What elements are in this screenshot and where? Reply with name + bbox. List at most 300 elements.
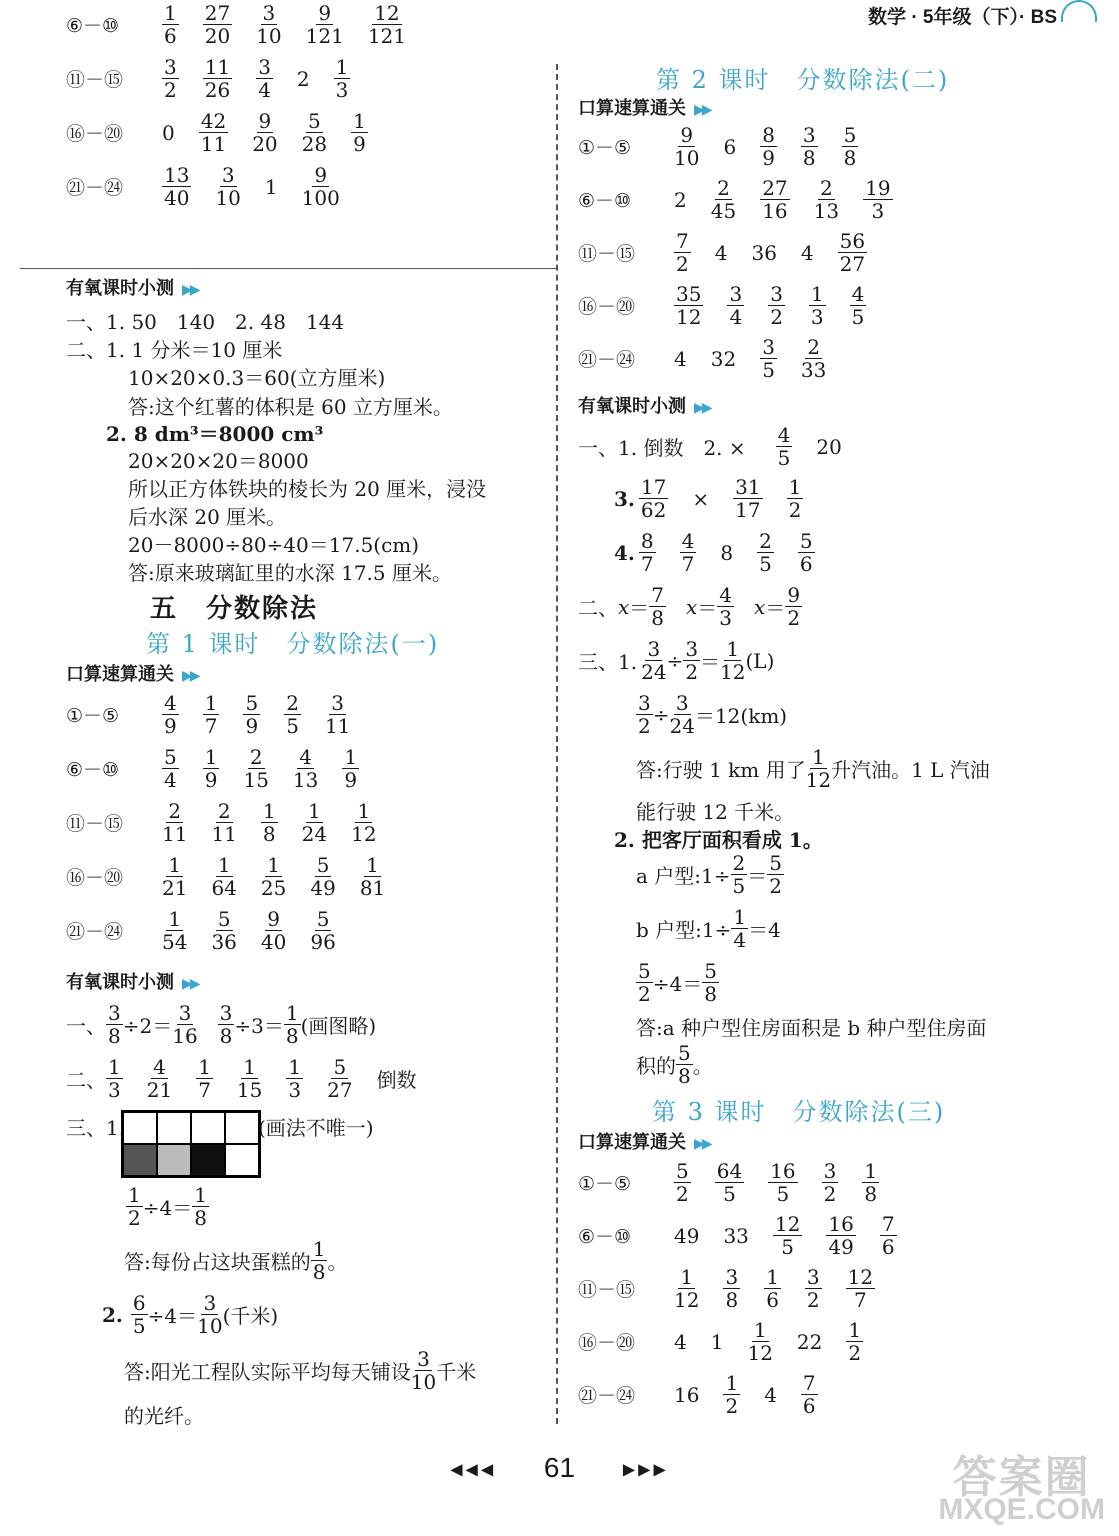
lesson-title: 第 1 课时 分数除法(一) — [146, 630, 440, 658]
answer-item — [768, 1160, 797, 1205]
fraction: $\frac{3}{4}$ — [258, 55, 271, 102]
answer-line: 一、1. 倒数 2. × $\frac{4}{5}$ 20 — [578, 423, 842, 470]
answer-value: 2 — [296, 66, 310, 91]
answer-line: 答:原来玻璃缸里的水深 17.5 厘米。 — [128, 561, 452, 585]
fraction: $\frac{3}{24}$ — [669, 691, 695, 738]
answer-item — [674, 1224, 699, 1248]
question-range-label: ⑯－⑳ — [578, 1332, 636, 1354]
answer-item — [297, 67, 310, 91]
fraction: $\frac{2}{11}$ — [162, 799, 188, 846]
section-title: 口算速算通关 ▶▶ — [578, 98, 710, 119]
answer-item — [711, 1330, 724, 1354]
fraction: $\frac{27}{20}$ — [204, 1, 231, 48]
answer-item — [805, 1266, 822, 1311]
fraction: $\frac{1}{6}$ — [766, 1265, 779, 1312]
question-range-label: ①－⑤ — [578, 137, 632, 159]
fraction: $\frac{1}{7}$ — [198, 1055, 211, 1102]
answer-row — [66, 164, 364, 209]
answer-value: 36 — [751, 240, 777, 265]
fraction: $\frac{9}{40}$ — [260, 907, 287, 954]
answer-line: 的光纤。 — [124, 1404, 204, 1428]
logo-icon — [1061, 0, 1097, 22]
arrow-icon: ▶▶ — [182, 668, 198, 684]
answer-item — [814, 177, 839, 222]
answer-item — [727, 283, 744, 328]
answer-row — [578, 1160, 903, 1205]
answer-item — [760, 177, 789, 222]
answer-row — [66, 854, 409, 899]
answer-item — [162, 56, 179, 101]
answer-item — [368, 2, 406, 47]
fraction: $\frac{1}{15}$ — [236, 1055, 263, 1102]
answer-line: 2. $\frac{6}{5}$ ÷4＝ $\frac{3}{10}$ (千米) — [102, 1291, 279, 1338]
answer-item — [674, 283, 703, 328]
fraction: $\frac{1}{4}$ — [733, 905, 747, 952]
answer-item — [342, 746, 359, 791]
answer-row — [578, 124, 882, 169]
answer-item — [302, 164, 340, 209]
question-range-label: ①－⑤ — [66, 705, 120, 727]
answer-item — [751, 241, 776, 265]
answer-item — [768, 283, 785, 328]
answer-item — [822, 1160, 839, 1205]
fraction: $\frac{1}{9}$ — [344, 745, 358, 792]
fraction: $\frac{4}{21}$ — [146, 1055, 173, 1102]
answer-item — [162, 800, 187, 845]
fraction: $\frac{7}{6}$ — [881, 1212, 895, 1259]
answer-item — [215, 164, 240, 209]
answer-item — [846, 1319, 863, 1364]
question-range-label: ㉑－㉔ — [66, 177, 124, 199]
answer-row — [66, 110, 392, 155]
answer-row — [66, 746, 383, 791]
answer-line: 答:这个红薯的体积是 60 立方厘米。 — [128, 395, 453, 419]
fraction: $\frac{5}{8}$ — [843, 123, 857, 170]
fraction: $\frac{1}{25}$ — [260, 853, 287, 900]
answer-line: 一、 $\frac{3}{8}$ ÷2＝ $\frac{3}{16}$ $\frac{3}{8}$ ÷3＝ $\frac{1}{8}$ (画图略) — [66, 1001, 377, 1048]
answer-item — [880, 1213, 897, 1258]
fraction: $\frac{35}{12}$ — [676, 282, 702, 329]
fraction: $\frac{3}{24}$ — [641, 637, 667, 684]
fraction: $\frac{5}{2}$ — [676, 1159, 689, 1206]
answer-item — [801, 124, 818, 169]
fraction: $\frac{2}{5}$ — [732, 851, 746, 898]
answer-item — [360, 854, 385, 899]
answer-item — [334, 56, 351, 101]
fraction: $\frac{1}{12}$ — [720, 637, 746, 684]
arrow-icon: ▶▶ — [694, 1136, 710, 1152]
fraction: $\frac{1}{3}$ — [108, 1055, 121, 1102]
answer-item — [842, 124, 859, 169]
answer-item — [863, 177, 892, 222]
answer-row — [578, 1213, 921, 1258]
answer-item — [261, 908, 286, 953]
answer-item — [293, 746, 318, 791]
answer-row — [578, 177, 917, 222]
fraction: $\frac{5}{28}$ — [301, 109, 328, 156]
answer-item — [846, 1266, 875, 1311]
fraction: $\frac{4}{5}$ — [851, 282, 865, 329]
fraction: $\frac{11}{26}$ — [204, 55, 231, 102]
answer-item — [162, 164, 191, 209]
fraction: $\frac{2}{33}$ — [800, 335, 827, 382]
answer-row — [66, 2, 430, 47]
fraction: $\frac{7}{2}$ — [676, 229, 689, 276]
answer-item — [715, 1160, 744, 1205]
fraction: $\frac{4}{9}$ — [164, 691, 177, 738]
answer-value: 49 — [674, 1223, 700, 1248]
column-divider — [556, 64, 558, 1424]
answer-line: 答:阳光工程队实际平均每天铺设 $\frac{3}{10}$ 千米 — [124, 1347, 477, 1394]
fraction: $\frac{5}{6}$ — [799, 529, 813, 576]
answer-item — [711, 347, 736, 371]
fraction: $\frac{5}{2}$ — [769, 851, 782, 898]
arrow-icon: ▶▶ — [694, 400, 710, 416]
question-range-label: ㉑－㉔ — [578, 349, 636, 371]
fraction: $\frac{3}{16}$ — [172, 1001, 198, 1048]
fraction: $\frac{1}{24}$ — [301, 799, 328, 846]
answer-item — [203, 746, 220, 791]
fraction: $\frac{1}{8}$ — [262, 799, 276, 846]
fraction: $\frac{3}{10}$ — [410, 1347, 437, 1394]
answer-value: 22 — [796, 1329, 823, 1354]
answer-item — [711, 177, 736, 222]
fraction: $\frac{5}{27}$ — [327, 1055, 353, 1102]
answer-row — [66, 56, 374, 101]
fraction: $\frac{1}{12}$ — [747, 1318, 773, 1365]
answer-row — [578, 283, 890, 328]
answer-row — [66, 908, 360, 953]
answer-line: 所以正方体铁块的棱长为 20 厘米，浸没 — [128, 477, 487, 501]
question-range-label: ⑪－⑮ — [578, 1279, 636, 1301]
lesson-title: 第 2 课时 分数除法(二) — [656, 66, 950, 94]
answer-line: $\frac{1}{2}$ ÷4＝ $\frac{1}{8}$ — [128, 1183, 207, 1230]
answer-item — [252, 110, 277, 155]
answer-value: 4 — [714, 240, 728, 265]
fraction: $\frac{1}{9}$ — [204, 745, 218, 792]
section-title: 有氧课时小测 ▶▶ — [66, 972, 198, 993]
fraction: $\frac{3}{10}$ — [256, 1, 282, 48]
answer-item — [261, 854, 286, 899]
answer-value: 4 — [764, 1382, 777, 1407]
fraction: $\frac{1}{2}$ — [848, 1318, 862, 1365]
arrow-icon: ▶▶ — [182, 976, 198, 992]
answer-row — [66, 800, 401, 845]
fraction: $\frac{3}{2}$ — [685, 637, 699, 684]
answer-row — [66, 692, 374, 737]
lesson-title: 第 3 课时 分数除法(三) — [652, 1098, 946, 1126]
answer-item — [211, 854, 236, 899]
answer-value: 4 — [674, 1329, 687, 1354]
fraction: $\frac{12}{121}$ — [367, 1, 407, 48]
answer-item — [302, 110, 327, 155]
fraction: $\frac{2}{15}$ — [243, 745, 269, 792]
section-title: 有氧课时小测 ▶▶ — [66, 278, 198, 299]
answer-line: a 户型:1÷ $\frac{2}{5}$ ＝ $\frac{5}{2}$ — [636, 851, 782, 898]
answer-item — [162, 908, 187, 953]
answer-item — [306, 2, 344, 47]
answer-item — [826, 1213, 855, 1258]
fraction: $\frac{3}{8}$ — [802, 123, 816, 170]
fraction: $\frac{2}{11}$ — [211, 799, 237, 846]
fraction: $\frac{3}{10}$ — [197, 1291, 223, 1338]
answer-row — [578, 336, 850, 381]
question-range-label: ⑥－⑩ — [66, 15, 120, 37]
answer-value: 2 — [674, 187, 687, 212]
next-page-icon[interactable]: ▶▶▶ — [622, 1461, 669, 1479]
answer-line: 积的 $\frac{5}{8}$ 。 — [636, 1041, 713, 1088]
answer-item — [723, 135, 736, 159]
question-range-label: ⑯－⑳ — [578, 296, 636, 318]
fraction: $\frac{1}{2}$ — [725, 1371, 739, 1418]
fraction: $\frac{3}{4}$ — [729, 282, 743, 329]
fraction: $\frac{8}{9}$ — [762, 123, 775, 170]
fraction: $\frac{64}{5}$ — [716, 1159, 743, 1206]
fraction: $\frac{3}{10}$ — [215, 163, 241, 210]
answer-value: 1 — [264, 174, 278, 199]
answer-item — [862, 1160, 879, 1205]
fraction: $\frac{1}{3}$ — [335, 55, 349, 102]
question-range-label: ⑪－⑮ — [66, 813, 124, 835]
answer-line: 答:行驶 1 km 用了 $\frac{1}{12}$ 升汽油。1 L 汽油 — [636, 745, 990, 792]
answer-item — [674, 188, 687, 212]
answer-item — [162, 692, 179, 737]
answer-item — [162, 854, 187, 899]
answer-line: 20×20×20＝8000 — [128, 449, 309, 473]
fraction: $\frac{9}{121}$ — [305, 1, 344, 48]
answer-item — [211, 908, 236, 953]
answer-item — [674, 347, 687, 371]
answer-line: 能行驶 12 千米。 — [636, 800, 795, 824]
unit-title: 五 分数除法 — [150, 594, 319, 624]
answer-item — [674, 1330, 687, 1354]
answer-item — [203, 56, 232, 101]
arrow-icon: ▶▶ — [694, 102, 710, 118]
answer-item — [715, 241, 728, 265]
answer-item — [723, 1372, 740, 1417]
answer-line: $\frac{3}{2}$ ÷ $\frac{3}{24}$ ＝12(km) — [638, 691, 788, 738]
fraction: $\frac{1}{12}$ — [351, 799, 377, 846]
answer-item — [243, 692, 260, 737]
answer-item — [797, 1330, 822, 1354]
fraction: $\frac{3}{8}$ — [219, 1001, 233, 1048]
fraction: $\frac{5}{36}$ — [211, 907, 237, 954]
question-range-label: ⑯－⑳ — [66, 867, 124, 889]
answer-item — [764, 1383, 777, 1407]
answer-item — [310, 854, 335, 899]
fraction: $\frac{9}{10}$ — [674, 123, 700, 170]
fraction: $\frac{1}{81}$ — [359, 853, 386, 900]
answer-item — [162, 121, 175, 145]
section-title: 口算速算通关 ▶▶ — [66, 664, 198, 685]
answer-item — [211, 800, 236, 845]
fraction: $\frac{16}{5}$ — [770, 1159, 796, 1206]
fraction: $\frac{1}{8}$ — [285, 1001, 299, 1048]
answer-item — [203, 692, 220, 737]
fraction: $\frac{1}{9}$ — [353, 109, 366, 156]
answer-item — [747, 1319, 772, 1364]
fraction: $\frac{5}{8}$ — [678, 1041, 691, 1088]
answer-item — [674, 230, 691, 275]
fraction: $\frac{12}{7}$ — [847, 1265, 874, 1312]
answer-item — [801, 1372, 818, 1417]
answer-item — [256, 2, 281, 47]
question-range-label: ⑥－⑩ — [66, 759, 120, 781]
fraction: $\frac{6}{5}$ — [132, 1291, 146, 1338]
answer-item — [801, 241, 814, 265]
fraction: $\frac{3}{2}$ — [823, 1159, 837, 1206]
answer-line: 三、1. — [66, 1116, 126, 1140]
fraction: $\frac{4}{13}$ — [292, 745, 319, 792]
answer-item — [674, 1266, 699, 1311]
answer-item — [199, 110, 228, 155]
answer-line: 后水深 20 厘米。 — [128, 505, 287, 529]
header-title: 数学 · 5年级（下）· BS — [868, 7, 1057, 28]
fraction: $\frac{2}{13}$ — [813, 176, 840, 223]
fraction: $\frac{3}{2}$ — [164, 55, 177, 102]
answer-value: 0 — [162, 120, 175, 145]
answer-value: 32 — [710, 346, 737, 371]
question-range-label: ㉑－㉔ — [578, 1385, 636, 1407]
answer-row — [578, 1266, 899, 1311]
prev-page-icon[interactable]: ◀◀◀ — [450, 1461, 497, 1479]
fraction: $\frac{4}{7}$ — [681, 529, 695, 576]
answer-line: $\frac{5}{2}$ ÷4＝ $\frac{5}{8}$ — [638, 959, 717, 1006]
fraction: $\frac{7}{8}$ — [651, 583, 665, 630]
answer-item — [243, 746, 268, 791]
fraction: $\frac{16}{49}$ — [828, 1212, 854, 1259]
fraction: $\frac{31}{17}$ — [735, 475, 761, 522]
question-range-label: ①－⑤ — [578, 1173, 632, 1195]
page-number: ◀◀◀ 61 ▶▶▶ — [450, 1452, 669, 1483]
answer-value: 16 — [674, 1382, 700, 1407]
fraction: $\frac{3}{8}$ — [108, 1001, 121, 1048]
fraction: $\frac{19}{3}$ — [865, 176, 891, 223]
answer-line: b 户型:1÷ $\frac{1}{4}$ ＝4 — [636, 905, 781, 952]
fraction: $\frac{2}{5}$ — [286, 691, 299, 738]
answer-line: 答:每份占这块蛋糕的 $\frac{1}{8}$ 。 — [124, 1237, 348, 1284]
answer-line: 2. 把客厅面积看成 1。 — [614, 828, 823, 852]
question-range-label: ⑯－⑳ — [66, 123, 124, 145]
answer-item — [265, 175, 278, 199]
fraction: $\frac{5}{49}$ — [310, 853, 336, 900]
answer-item — [801, 336, 826, 381]
fraction: $\frac{56}{27}$ — [839, 229, 866, 276]
section-title: 有氧课时小测 ▶▶ — [578, 396, 710, 417]
fraction: $\frac{1}{2}$ — [128, 1183, 141, 1230]
answer-value: 6 — [723, 134, 737, 159]
answer-item — [162, 2, 179, 47]
answer-item — [674, 1383, 699, 1407]
answer-line: 4. $\frac{8}{7}$ $\frac{4}{7}$ 8 $\frac{2}{5}$ $\frac{5}{6}$ — [614, 529, 813, 576]
answer-item — [723, 1224, 748, 1248]
fraction: $\frac{1}{12}$ — [674, 1265, 700, 1312]
fraction: $\frac{8}{7}$ — [640, 529, 654, 576]
fraction: $\frac{3}{2}$ — [638, 691, 651, 738]
answer-value: 1 — [710, 1329, 724, 1354]
answer-item — [764, 1266, 781, 1311]
answer-item — [310, 908, 335, 953]
fraction: $\frac{1}{64}$ — [211, 853, 237, 900]
fraction: $\frac{4}{5}$ — [777, 423, 791, 470]
fraction: $\frac{1}{12}$ — [805, 745, 832, 792]
drawing-grid — [121, 1110, 261, 1178]
fraction: $\frac{1}{7}$ — [204, 691, 218, 738]
answer-item — [325, 692, 350, 737]
answer-item — [351, 800, 376, 845]
answer-item — [773, 1213, 802, 1258]
answer-line: 3. $\frac{17}{62}$ × $\frac{31}{17}$ $\frac{1}{2}$ — [614, 475, 802, 522]
fraction: $\frac{1}{6}$ — [164, 1, 177, 48]
answer-item — [162, 746, 179, 791]
fraction: $\frac{13}{40}$ — [164, 163, 190, 210]
answer-item — [351, 110, 368, 155]
fraction: $\frac{27}{16}$ — [762, 176, 788, 223]
fraction: $\frac{1}{3}$ — [288, 1055, 302, 1102]
answer-line: 10×20×0.3＝60(立方厘米) — [128, 366, 386, 390]
answer-line: 20－8000÷80÷40＝17.5(cm) — [128, 533, 420, 557]
fraction: $\frac{5}{8}$ — [704, 959, 717, 1006]
fraction: $\frac{7}{6}$ — [802, 1371, 816, 1418]
section-divider — [20, 268, 556, 269]
fraction: $\frac{5}{2}$ — [638, 959, 651, 1006]
answer-line: 二、 $\frac{1}{3}$ $\frac{4}{21}$ $\frac{1}{7}$ $\frac{1}{15}$ $\frac{1}{3}$ $\frac{5}{27}$ 倒数 — [66, 1055, 417, 1102]
fraction: $\frac{1}{8}$ — [312, 1237, 326, 1284]
arrow-icon: ▶▶ — [182, 282, 198, 298]
fraction: $\frac{1}{8}$ — [864, 1159, 878, 1206]
fraction: $\frac{9}{2}$ — [787, 583, 801, 630]
fraction: $\frac{1}{2}$ — [788, 475, 802, 522]
answer-line: 答:a 种户型住房面积是 b 种户型住房面 — [636, 1016, 987, 1040]
fraction: $\frac{5}{4}$ — [164, 745, 177, 792]
fraction: $\frac{1}{3}$ — [810, 282, 824, 329]
fraction: $\frac{3}{11}$ — [324, 691, 351, 738]
fraction: $\frac{4}{3}$ — [719, 583, 733, 630]
fraction: $\frac{3}{5}$ — [762, 335, 775, 382]
answer-item — [850, 283, 867, 328]
question-range-label: ⑥－⑩ — [578, 190, 632, 212]
fraction: $\frac{2}{45}$ — [710, 176, 737, 223]
section-title: 口算速算通关 ▶▶ — [578, 1132, 710, 1153]
question-range-label: ⑥－⑩ — [578, 1226, 632, 1248]
answer-line: 一、1. 50 140 2. 48 144 — [66, 310, 345, 334]
fraction: $\frac{2}{5}$ — [759, 529, 772, 576]
answer-value: 4 — [800, 240, 814, 265]
fraction: $\frac{1}{8}$ — [194, 1183, 207, 1230]
answer-note: (画法不唯一) — [258, 1116, 374, 1140]
watermark: 答案圈 MXQE.COM — [938, 1453, 1105, 1526]
fraction: $\frac{1}{21}$ — [162, 853, 188, 900]
answer-item — [760, 336, 777, 381]
answer-item — [256, 56, 273, 101]
fraction: $\frac{5}{96}$ — [310, 907, 336, 954]
fraction: $\frac{9}{100}$ — [301, 163, 340, 210]
fraction: $\frac{42}{11}$ — [200, 109, 227, 156]
answer-line: 二、 x ＝ $\frac{7}{8}$ x ＝ $\frac{4}{3}$ x ＝ $\frac{9}{2}$ — [578, 583, 801, 630]
question-range-label: ⑪－⑮ — [66, 69, 124, 91]
fraction: $\frac{5}{9}$ — [245, 691, 259, 738]
fraction: $\frac{3}{2}$ — [806, 1265, 820, 1312]
answer-value: 33 — [723, 1223, 749, 1248]
answer-row — [578, 1372, 842, 1417]
fraction: $\frac{1}{54}$ — [162, 907, 188, 954]
fraction: $\frac{12}{5}$ — [774, 1212, 801, 1259]
fraction: $\frac{9}{20}$ — [252, 109, 278, 156]
answer-line: 二、1. 1 分米＝10 厘米 — [66, 338, 283, 362]
answer-row — [578, 230, 891, 275]
answer-value: 4 — [674, 346, 687, 371]
answer-item — [261, 800, 278, 845]
